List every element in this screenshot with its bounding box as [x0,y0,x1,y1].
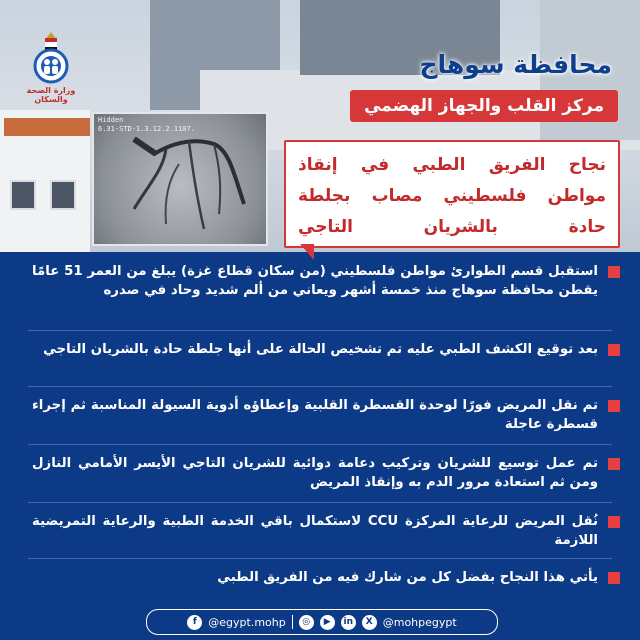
angiogram-image [92,112,268,246]
bullet-item-5 [32,512,620,550]
governorate-title: محافظة سوهاج [419,50,612,79]
bullet-text: نُقل المريض للرعاية المركزة CCU لاستكمال باقي الخدمة الطبية والرعاية التمريضية اللازمة [32,514,599,548]
x-icon[interactable]: X [362,615,377,630]
bullet-item-2 [32,340,620,359]
headline-box [284,140,620,248]
divider [28,386,612,387]
handle-left[interactable]: @egypt.mohp [208,615,286,629]
divider [28,502,612,503]
bullet-item-1 [32,262,620,300]
bullet-text: تم نقل المريض فورًا لوحدة القسطرة القلبية وإعطاؤه أدوية السيولة المناسبة ثم إجراء قسطرة عاجلة [32,398,598,432]
headline-line-3: حادة بالشريان التاجي [298,217,606,237]
ministry-logo-icon [28,30,74,86]
headline-line-1: نجاح الفريق الطبي في إنقاذ [298,155,606,175]
window [10,180,36,210]
social-bar [146,609,498,635]
divider [28,444,612,445]
bullet-item-4 [32,454,620,492]
separator [292,615,293,629]
bullet-text: استقبل قسم الطوارئ مواطن فلسطيني (من سكان قطاع غزة) يبلغ من العمر 51 عامًا يقطن محافظة سوهاج منذ خمسة أشهر ويعاني من ألم شديد وحاد في صدره [32,264,598,298]
window [50,180,76,210]
bullet-marker-icon [608,344,620,356]
bullet-item-3 [32,396,620,434]
bullet-marker-icon [608,516,620,528]
divider [28,330,612,331]
bullet-text: تم عمل توسيع للشريان وتركيب دعامة دوائية للشريان التاجي الأيسر الأمامي النازل ومن ثم استعادة مرور الدم به وإنقاذ المريض [32,456,598,490]
angiogram-label: Hidden 6.31-STD-1.3.12.2.1107. [98,116,195,133]
youtube-icon[interactable]: ▶ [320,615,335,630]
bullet-marker-icon [608,572,620,584]
bullet-item-6 [32,568,620,587]
divider [28,558,612,559]
bullet-marker-icon [608,400,620,412]
center-band [350,90,618,122]
bullet-text: بعد توقيع الكشف الطبي عليه تم تشخيص الحالة على أنها جلطة حادة بالشريان التاجي [43,342,598,357]
bullet-text: يأتي هذا النجاح بفضل كل من شارك فيه من الفريق الطبي [217,570,598,585]
bullet-list [0,252,640,602]
center-name: مركز القلب والجهاز الهضمي [364,96,604,116]
linkedin-icon[interactable]: in [341,615,356,630]
bullet-marker-icon [608,266,620,278]
bullet-marker-icon [608,458,620,470]
instagram-icon[interactable]: ◎ [299,615,314,630]
logo-text: وزارة الصحة والسكان [26,86,76,104]
headline-line-2: مواطن فلسطيني مصاب بجلطة [298,186,606,206]
handle-right[interactable]: @mohpegypt [382,615,457,629]
footer [0,602,640,640]
orange-roof [4,118,90,136]
facebook-icon[interactable]: f [187,615,202,630]
